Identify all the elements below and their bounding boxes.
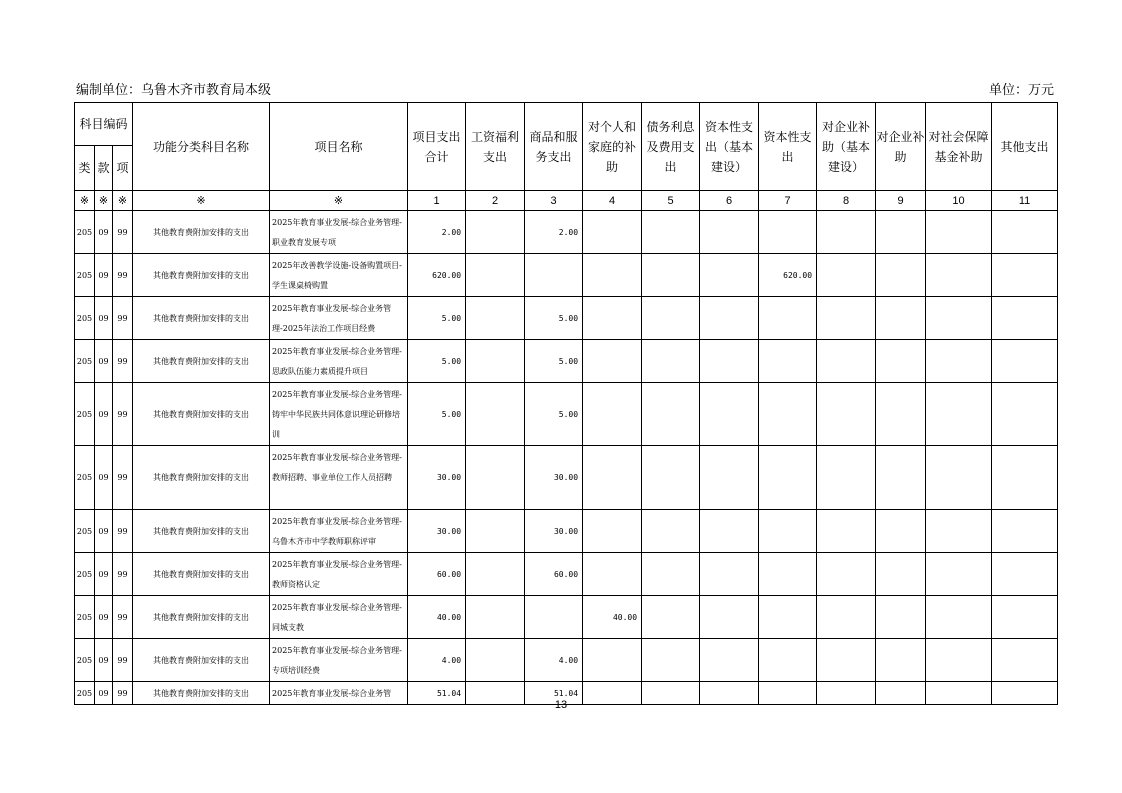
amount-cell	[642, 211, 700, 254]
amount-cell	[926, 254, 992, 297]
amount-cell	[583, 553, 642, 596]
function-name-cell: 其他教育费附加安排的支出	[133, 596, 270, 639]
index-cell: ※	[95, 191, 113, 211]
value-header: 工资福利支出	[466, 103, 525, 191]
value-header: 对个人和家庭的补助	[583, 103, 642, 191]
amount-cell	[700, 596, 759, 639]
amount-cell	[926, 446, 992, 510]
amount-cell: 2.00	[408, 211, 466, 254]
value-header: 其他支出	[992, 103, 1058, 191]
amount-cell	[466, 596, 525, 639]
table-row	[75, 596, 1058, 639]
amount-cell	[992, 254, 1058, 297]
value-header: 债务利息及费用支出	[642, 103, 700, 191]
amount-cell	[926, 297, 992, 340]
amount-cell: 30.00	[408, 510, 466, 553]
amount-cell	[992, 211, 1058, 254]
amount-cell	[926, 553, 992, 596]
function-name-cell: 其他教育费附加安排的支出	[133, 639, 270, 682]
budget-table	[74, 102, 1058, 705]
value-header: 对企业补助（基本建设）	[817, 103, 876, 191]
amount-cell	[992, 639, 1058, 682]
project-name-cell: 2025年教育事业发展-综合业务管理-思政队伍能力素质提升项目	[270, 340, 408, 383]
amount-cell	[876, 297, 926, 340]
amount-cell	[876, 510, 926, 553]
amount-cell	[466, 340, 525, 383]
table-body	[75, 211, 1058, 705]
amount-cell	[583, 510, 642, 553]
code-xiang-cell: 99	[113, 383, 133, 446]
index-cell: 3	[525, 191, 583, 211]
code-lei-cell: 205	[75, 682, 95, 705]
amount-cell	[992, 596, 1058, 639]
compiling-unit-label: 编制单位：乌鲁木齐市教育局本级	[76, 83, 272, 98]
function-name-cell: 其他教育费附加安排的支出	[133, 340, 270, 383]
amount-cell	[466, 639, 525, 682]
amount-cell	[642, 596, 700, 639]
amount-cell	[817, 596, 876, 639]
amount-cell	[759, 553, 817, 596]
function-name-header: 功能分类科目名称	[133, 103, 270, 191]
amount-cell	[583, 297, 642, 340]
amount-cell: 5.00	[408, 383, 466, 446]
index-cell: 2	[466, 191, 525, 211]
amount-cell	[583, 446, 642, 510]
amount-cell: 620.00	[759, 254, 817, 297]
code-xiang-cell: 99	[113, 639, 133, 682]
function-name-cell: 其他教育费附加安排的支出	[133, 254, 270, 297]
project-name-cell: 2025年教育事业发展-综合业务管理-教师资格认定	[270, 553, 408, 596]
function-name-cell: 其他教育费附加安排的支出	[133, 510, 270, 553]
code-xiang-cell: 99	[113, 211, 133, 254]
amount-cell	[642, 446, 700, 510]
index-row	[75, 191, 1058, 211]
amount-cell: 30.00	[408, 446, 466, 510]
code-lei-cell: 205	[75, 211, 95, 254]
code-xiang-cell: 99	[113, 340, 133, 383]
project-name-cell: 2025年教育事业发展-综合业务管理-教师招聘、事业单位工作人员招聘	[270, 446, 408, 510]
amount-cell: 4.00	[525, 639, 583, 682]
amount-cell	[876, 383, 926, 446]
amount-cell	[817, 340, 876, 383]
function-name-cell: 其他教育费附加安排的支出	[133, 297, 270, 340]
amount-cell	[759, 211, 817, 254]
code-kuan-cell: 09	[95, 682, 113, 705]
amount-cell	[817, 297, 876, 340]
code-lei-cell: 205	[75, 340, 95, 383]
amount-cell	[876, 211, 926, 254]
code-kuan-header: 款	[95, 146, 113, 191]
amount-cell	[700, 510, 759, 553]
amount-cell	[876, 340, 926, 383]
index-cell: 1	[408, 191, 466, 211]
amount-cell: 60.00	[525, 553, 583, 596]
code-lei-cell: 205	[75, 297, 95, 340]
amount-cell: 5.00	[525, 383, 583, 446]
value-header: 对企业补助	[876, 103, 926, 191]
value-header: 项目支出合计	[408, 103, 466, 191]
amount-cell	[466, 297, 525, 340]
code-xiang-cell: 99	[113, 254, 133, 297]
amount-cell	[992, 297, 1058, 340]
amount-cell: 51.04	[525, 682, 583, 705]
amount-cell	[876, 446, 926, 510]
code-lei-cell: 205	[75, 639, 95, 682]
project-name-header: 项目名称	[270, 103, 408, 191]
project-name-cell: 2025年教育事业发展-综合业务管理-同城支教	[270, 596, 408, 639]
code-kuan-cell: 09	[95, 446, 113, 510]
table-row	[75, 639, 1058, 682]
index-cell: 10	[926, 191, 992, 211]
index-cell: 8	[817, 191, 876, 211]
amount-cell	[642, 383, 700, 446]
amount-cell	[992, 553, 1058, 596]
function-name-cell: 其他教育费附加安排的支出	[133, 383, 270, 446]
amount-cell	[992, 510, 1058, 553]
amount-cell: 4.00	[408, 639, 466, 682]
amount-cell	[759, 297, 817, 340]
index-cell: 5	[642, 191, 700, 211]
code-kuan-cell: 09	[95, 211, 113, 254]
index-cell: 4	[583, 191, 642, 211]
table-row	[75, 510, 1058, 553]
code-kuan-cell: 09	[95, 596, 113, 639]
table-row	[75, 211, 1058, 254]
code-lei-cell: 205	[75, 254, 95, 297]
amount-cell	[926, 639, 992, 682]
amount-cell: 40.00	[583, 596, 642, 639]
amount-cell	[817, 510, 876, 553]
amount-cell	[700, 211, 759, 254]
value-header: 对社会保障基金补助	[926, 103, 992, 191]
amount-cell	[876, 254, 926, 297]
amount-cell	[583, 211, 642, 254]
amount-cell: 620.00	[408, 254, 466, 297]
amount-cell	[817, 211, 876, 254]
code-kuan-cell: 09	[95, 383, 113, 446]
amount-cell: 30.00	[525, 446, 583, 510]
code-kuan-cell: 09	[95, 254, 113, 297]
amount-cell: 5.00	[408, 297, 466, 340]
amount-cell	[642, 510, 700, 553]
amount-cell	[759, 340, 817, 383]
amount-cell	[525, 596, 583, 639]
amount-cell	[642, 297, 700, 340]
amount-cell	[926, 510, 992, 553]
amount-cell	[466, 254, 525, 297]
code-kuan-cell: 09	[95, 553, 113, 596]
value-header: 商品和服务支出	[525, 103, 583, 191]
index-cell: ※	[75, 191, 95, 211]
index-cell: ※	[113, 191, 133, 211]
code-kuan-cell: 09	[95, 340, 113, 383]
amount-cell	[700, 383, 759, 446]
code-kuan-cell: 09	[95, 639, 113, 682]
amount-cell	[525, 254, 583, 297]
amount-cell: 5.00	[525, 340, 583, 383]
project-name-cell: 2025年教育事业发展-综合业务管理-乌鲁木齐市中学教师职称评审	[270, 510, 408, 553]
amount-cell: 2.00	[525, 211, 583, 254]
code-kuan-cell: 09	[95, 297, 113, 340]
amount-cell	[642, 254, 700, 297]
function-name-cell: 其他教育费附加安排的支出	[133, 446, 270, 510]
function-name-cell: 其他教育费附加安排的支出	[133, 211, 270, 254]
amount-cell	[583, 383, 642, 446]
amount-cell	[466, 510, 525, 553]
amount-cell: 5.00	[408, 340, 466, 383]
amount-cell	[466, 211, 525, 254]
page-number: 13	[554, 699, 568, 711]
amount-cell: 5.00	[525, 297, 583, 340]
amount-cell	[926, 383, 992, 446]
amount-cell: 40.00	[408, 596, 466, 639]
value-header: 资本性支出	[759, 103, 817, 191]
index-cell: ※	[133, 191, 270, 211]
code-xiang-cell: 99	[113, 297, 133, 340]
amount-cell	[700, 446, 759, 510]
table-row	[75, 383, 1058, 446]
amount-cell	[700, 254, 759, 297]
project-name-cell: 2025年教育事业发展-综合业务管理-职业教育发展专项	[270, 211, 408, 254]
amount-cell	[642, 639, 700, 682]
amount-cell	[817, 254, 876, 297]
amount-cell	[583, 254, 642, 297]
code-xiang-cell: 99	[113, 446, 133, 510]
table-row	[75, 446, 1058, 510]
amount-cell	[926, 596, 992, 639]
amount-cell	[642, 340, 700, 383]
table-row	[75, 340, 1058, 383]
code-lei-header: 类	[75, 146, 95, 191]
amount-cell	[466, 553, 525, 596]
code-xiang-cell: 99	[113, 510, 133, 553]
index-cell: 9	[876, 191, 926, 211]
amount-cell: 60.00	[408, 553, 466, 596]
amount-cell	[817, 639, 876, 682]
index-cell: 11	[992, 191, 1058, 211]
amount-cell	[466, 383, 525, 446]
header-row-top	[75, 103, 1058, 146]
code-lei-cell: 205	[75, 553, 95, 596]
project-name-cell: 2025年教育事业发展-综合业务管理-2025年法治工作项目经费	[270, 297, 408, 340]
table-row	[75, 297, 1058, 340]
code-xiang-cell: 99	[113, 553, 133, 596]
amount-cell	[817, 553, 876, 596]
amount-cell	[700, 639, 759, 682]
table-row	[75, 553, 1058, 596]
amount-cell	[817, 383, 876, 446]
code-lei-cell: 205	[75, 446, 95, 510]
value-header: 资本性支出（基本建设）	[700, 103, 759, 191]
index-cell: ※	[270, 191, 408, 211]
code-group-header: 科目编码	[75, 103, 133, 146]
table-row	[75, 254, 1058, 297]
code-xiang-cell: 99	[113, 596, 133, 639]
function-name-cell: 其他教育费附加安排的支出	[133, 553, 270, 596]
code-lei-cell: 205	[75, 510, 95, 553]
amount-cell	[466, 446, 525, 510]
amount-cell	[926, 211, 992, 254]
project-name-cell: 2025年教育事业发展-综合业务管	[270, 682, 408, 705]
amount-cell: 30.00	[525, 510, 583, 553]
amount-cell	[700, 297, 759, 340]
index-cell: 7	[759, 191, 817, 211]
project-name-cell: 2025年教育事业发展-综合业务管理-铸牢中华民族共同体意识理论研修培训	[270, 383, 408, 446]
amount-cell	[817, 446, 876, 510]
amount-cell	[700, 553, 759, 596]
amount-cell: 51.04	[408, 682, 466, 705]
amount-cell	[583, 639, 642, 682]
amount-cell	[992, 383, 1058, 446]
amount-cell	[876, 639, 926, 682]
code-xiang-header: 项	[113, 146, 133, 191]
amount-cell	[992, 446, 1058, 510]
amount-cell	[759, 383, 817, 446]
amount-cell	[759, 596, 817, 639]
amount-cell	[876, 553, 926, 596]
amount-cell	[992, 340, 1058, 383]
amount-cell	[759, 446, 817, 510]
code-kuan-cell: 09	[95, 510, 113, 553]
index-cell: 6	[700, 191, 759, 211]
project-name-cell: 2025年改善教学设施-设备购置项目-学生课桌椅购置	[270, 254, 408, 297]
code-xiang-cell: 99	[113, 682, 133, 705]
code-lei-cell: 205	[75, 596, 95, 639]
amount-cell	[876, 596, 926, 639]
project-name-cell: 2025年教育事业发展-综合业务管理-专项培训经费	[270, 639, 408, 682]
amount-cell	[642, 553, 700, 596]
amount-cell	[759, 510, 817, 553]
code-lei-cell: 205	[75, 383, 95, 446]
amount-cell	[583, 340, 642, 383]
amount-cell	[700, 340, 759, 383]
currency-unit-label: 单位：万元	[988, 83, 1054, 98]
amount-cell	[926, 340, 992, 383]
amount-cell	[759, 639, 817, 682]
function-name-cell: 其他教育费附加安排的支出	[133, 682, 270, 705]
